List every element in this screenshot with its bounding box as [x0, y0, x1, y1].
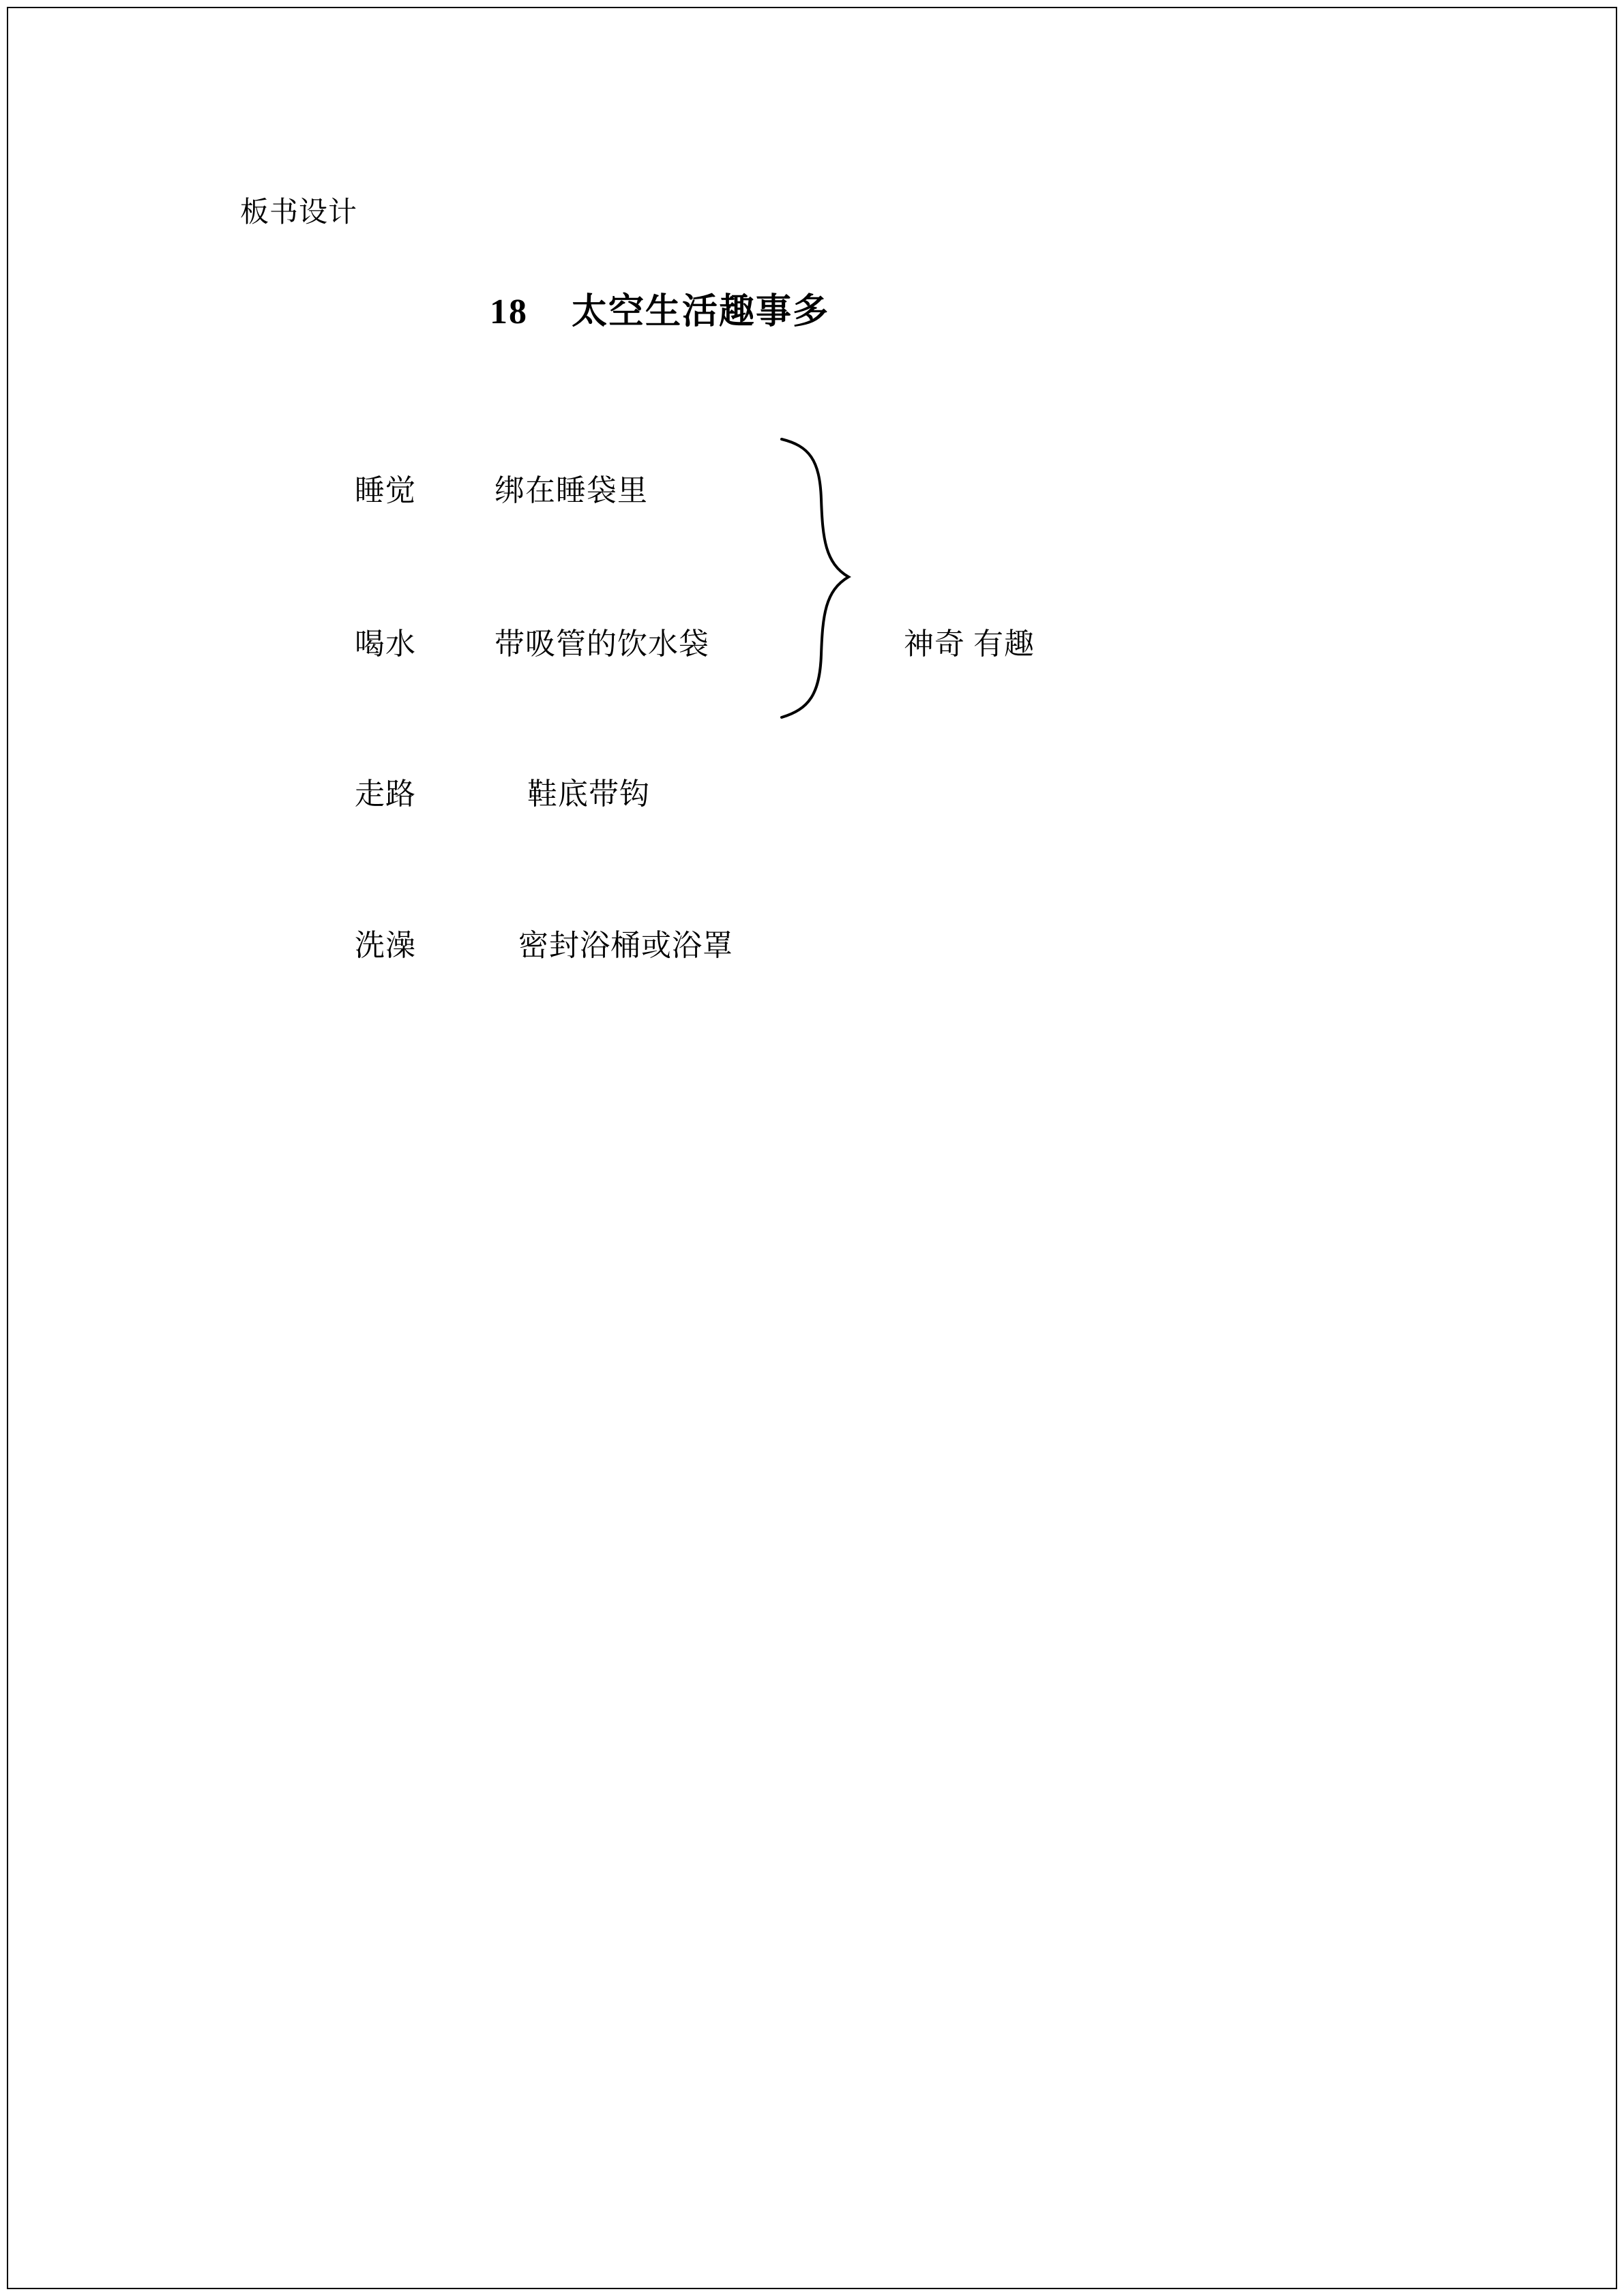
brace-summary-text: 神奇 有趣	[904, 627, 1035, 661]
row-term-drink: 喝水	[355, 627, 416, 661]
section-label: 板书设计	[240, 197, 358, 228]
title-number: 18	[490, 293, 528, 331]
curly-brace-icon	[778, 436, 866, 723]
row-desc-walk: 鞋底带钩	[527, 777, 650, 811]
page-title	[490, 282, 829, 333]
title-text: 太空生活趣事多	[572, 293, 830, 331]
row-desc-sleep: 绑在睡袋里	[494, 474, 648, 507]
row-desc-bath: 密封浴桶或浴罩	[518, 929, 733, 962]
row-desc-drink: 带吸管的饮水袋	[494, 627, 709, 661]
row-term-walk: 走路	[355, 777, 416, 811]
row-term-bath: 洗澡	[355, 929, 416, 962]
row-term-sleep: 睡觉	[355, 474, 416, 507]
